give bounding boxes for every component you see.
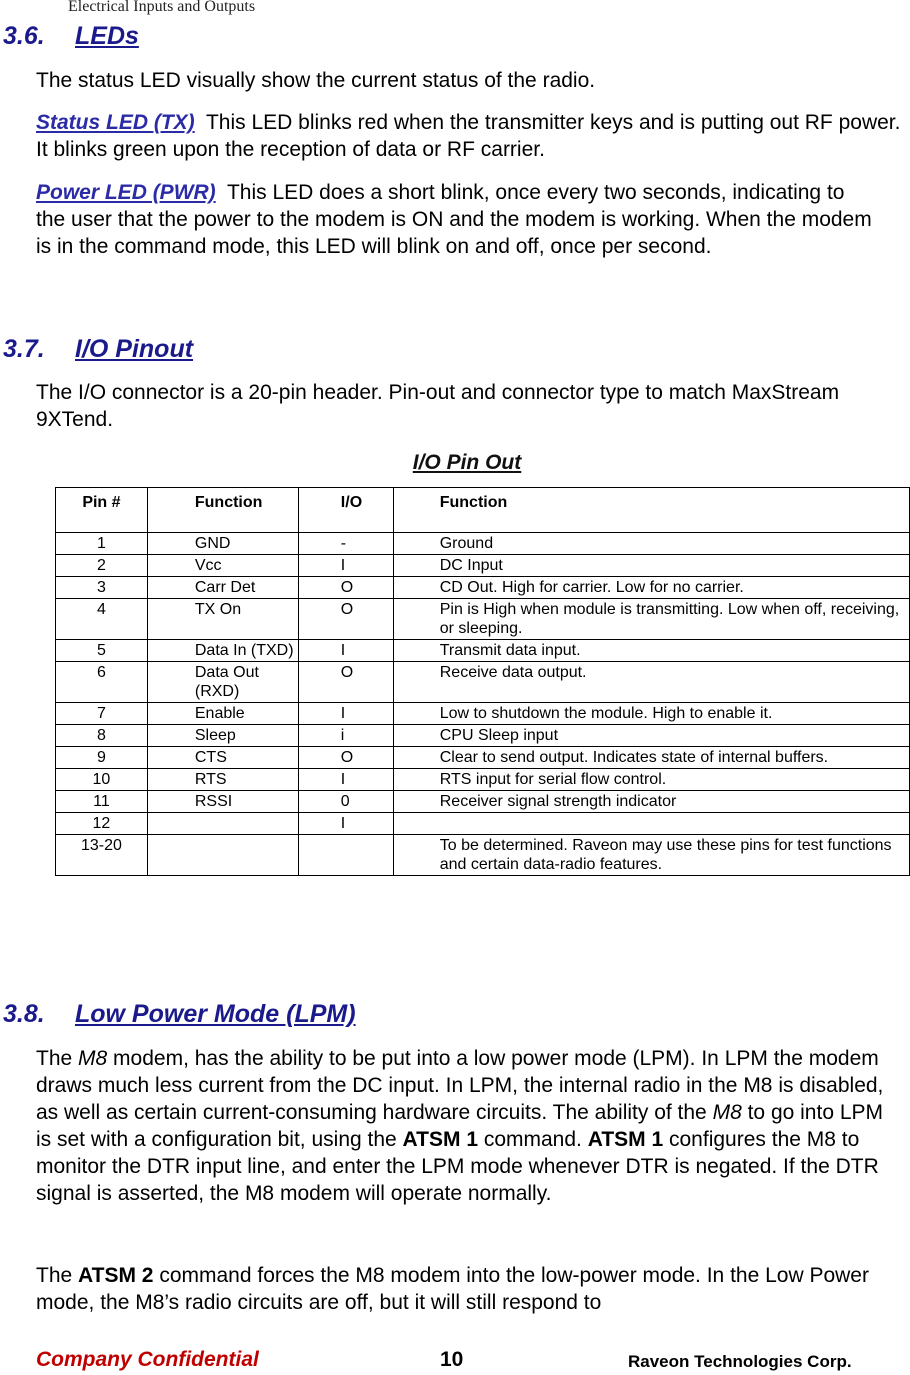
section-title: Low Power Mode (LPM) [75,1000,356,1028]
lpm-paragraph-1 [36,1045,894,1207]
pin-cell: 4 [56,599,148,640]
function-cell: Carr Det [147,577,298,599]
pin-cell: 8 [56,725,148,747]
description-cell: Ground [393,533,909,555]
section-title: I/O Pinout [75,335,194,363]
pin-cell: 3 [56,577,148,599]
function-cell: TX On [147,599,298,640]
io-cell: O [298,747,393,769]
table-header-row [56,488,910,533]
function-cell: Sleep [147,725,298,747]
table-row [56,533,910,555]
col-header-description: Function [393,488,909,533]
function-cell: GND [147,533,298,555]
table-row [56,555,910,577]
command-name: ATSM 1 [587,1128,664,1151]
io-cell: I [298,555,393,577]
description-cell [393,813,909,835]
footer-confidential: Company Confidential [36,1348,259,1371]
lpm-text: command forces the M8 modem into the low-power mode. In the Low Power mode, the M8’s radio circuits are off, but it will still respond to [36,1264,869,1314]
pin-cell: 10 [56,769,148,791]
lpm-text: to go into LPM is set with a configuration bit, using the [36,1101,884,1151]
section-heading-io-pinout [3,335,193,364]
table-row [56,599,910,640]
table-row [56,725,910,747]
io-pin-table [55,487,910,876]
description-cell: DC Input [393,555,909,577]
io-cell: O [298,599,393,640]
product-name: M8 [78,1047,108,1070]
section-number: 3.7. [3,335,45,363]
description-cell: Receiver signal strength indicator [393,791,909,813]
table-row [56,835,910,876]
table-row [56,791,910,813]
section-heading-low-power-mode [3,1000,356,1029]
function-cell: Data In (TXD) [147,640,298,662]
pin-cell: 11 [56,791,148,813]
power-led-lead: Power LED (PWR) [36,181,216,204]
description-cell: Receive data output. [393,662,909,703]
col-header-function: Function [147,488,298,533]
description-cell: Pin is High when module is transmitting. Low when off, receiving, or sleeping. [393,599,909,640]
description-cell: To be determined. Raveon may use these pins for test functions and certain data-radio features. [393,835,909,876]
pin-cell: 6 [56,662,148,703]
table-row [56,813,910,835]
product-name: M8 [712,1101,742,1124]
function-cell: RTS [147,769,298,791]
col-header-pin: Pin # [56,488,148,533]
footer-company: Raveon Technologies Corp. [628,1352,852,1371]
section-heading-leds [3,22,139,51]
running-header: Electrical Inputs and Outputs [68,0,256,15]
io-cell: I [298,640,393,662]
page-number: 10 [440,1348,464,1371]
function-cell: CTS [147,747,298,769]
status-led-lead: Status LED (TX) [36,111,195,134]
function-cell [147,835,298,876]
description-cell: CD Out. High for carrier. Low for no carrier. [393,577,909,599]
lpm-text: modem, has the ability to be put into a low power mode (LPM). In LPM the modem draws much less current from the DC input. In LPM, the internal radio in the M8 is disabled, as well as certain current-consuming hardware circuits. The ability of the [36,1047,884,1124]
pin-cell: 12 [56,813,148,835]
function-cell: Data Out (RXD) [147,662,298,703]
function-cell [147,813,298,835]
lpm-text: The [36,1047,79,1070]
pin-cell: 7 [56,703,148,725]
description-cell: Low to shutdown the module. High to enable it. [393,703,909,725]
power-led-text: This LED does a short blink, once every two seconds, indicating to the user that the power to the modem is ON and the modem is working. When the modem is in the command mode, this LED will blink on and off, once per second. [36,181,872,258]
section-number: 3.6. [3,22,45,50]
section-title: LEDs [75,22,139,50]
io-cell: I [298,769,393,791]
col-header-io: I/O [298,488,393,533]
status-led-paragraph [36,109,901,163]
pin-cell: 13-20 [56,835,148,876]
pin-cell: 5 [56,640,148,662]
leds-intro: The status LED visually show the current status of the radio. [36,69,596,92]
table-caption: I/O Pin Out [412,451,522,474]
table-row [56,769,910,791]
io-cell: I [298,813,393,835]
function-cell: Enable [147,703,298,725]
table-row [56,703,910,725]
description-cell: RTS input for serial flow control. [393,769,909,791]
lpm-paragraph-2 [36,1262,894,1316]
lpm-text: configures the M8 to monitor the DTR input line, and enter the LPM mode whenever DTR is negated. If the DTR signal is asserted, the M8 modem will operate normally. [36,1128,879,1205]
function-cell: RSSI [147,791,298,813]
pin-cell: 9 [56,747,148,769]
pin-cell: 1 [56,533,148,555]
io-cell: 0 [298,791,393,813]
io-cell: - [298,533,393,555]
description-cell: Clear to send output. Indicates state of internal buffers. [393,747,909,769]
description-cell: CPU Sleep input [393,725,909,747]
table-row [56,577,910,599]
lpm-text: command. [478,1128,588,1151]
command-name: ATSM 1 [402,1128,478,1151]
description-cell: Transmit data input. [393,640,909,662]
power-led-paragraph [36,179,876,260]
table-row [56,662,910,703]
function-cell: Vcc [147,555,298,577]
io-cell: O [298,662,393,703]
section-number: 3.8. [3,1000,45,1028]
status-led-text: This LED blinks red when the transmitter keys and is putting out RF power. It blinks green upon the reception of data or RF carrier. [36,111,901,161]
io-cell: I [298,703,393,725]
io-cell: i [298,725,393,747]
pin-cell: 2 [56,555,148,577]
lpm-text: The [36,1264,79,1287]
table-row [56,640,910,662]
io-cell [298,835,393,876]
command-name: ATSM 2 [78,1264,154,1287]
io-cell: O [298,577,393,599]
io-pinout-intro: The I/O connector is a 20-pin header. Pin-out and connector type to match MaxStream 9XTend. [36,381,840,431]
table-row [56,747,910,769]
